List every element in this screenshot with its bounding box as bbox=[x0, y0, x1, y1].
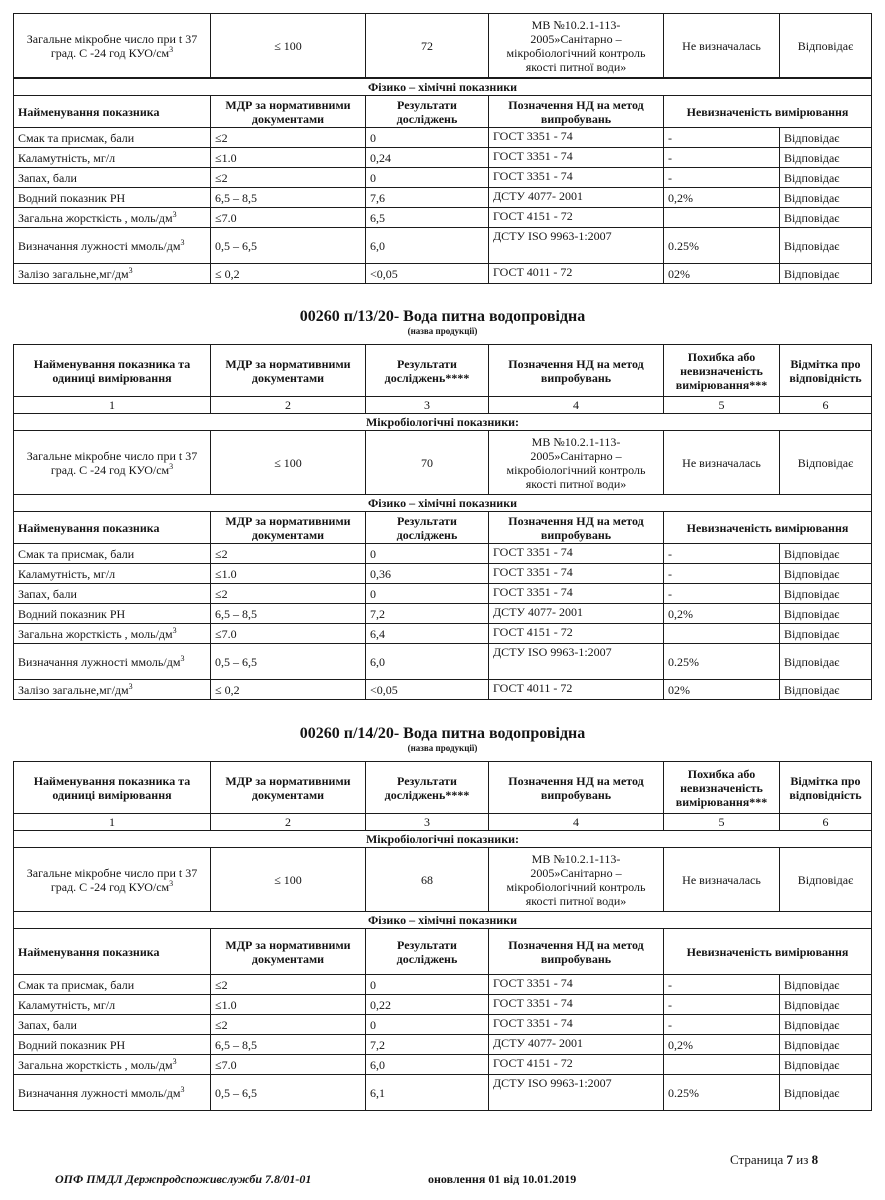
product-3-block bbox=[13, 761, 871, 1111]
phys-conformity: Відповідає bbox=[780, 680, 872, 700]
h-result: Результати досліджень bbox=[366, 512, 489, 544]
phys-uncert: - bbox=[664, 995, 780, 1015]
phys-method: ГОСТ 4011 - 72 bbox=[489, 680, 664, 700]
phys-result: 6,0 bbox=[366, 644, 489, 680]
page-number: Страница 7 из 8 bbox=[730, 1152, 819, 1167]
phys-conformity: Відповідає bbox=[780, 264, 872, 284]
phys-result: 0 bbox=[366, 584, 489, 604]
micro-conformity: Відповідає bbox=[780, 14, 872, 78]
phys-result: 7,6 bbox=[366, 188, 489, 208]
micro-name: Загальне мікробне число при t 37 град. С -24 год КУО/$см^3$ bbox=[14, 431, 211, 495]
phys-name: Водний показник РН bbox=[14, 1035, 211, 1055]
phys-section-title: Фізико – хімічні показники bbox=[14, 495, 872, 512]
phys-result: 6,0 bbox=[366, 228, 489, 264]
phys-norm: 6,5 – 8,5 bbox=[211, 188, 366, 208]
h-method: Позначення НД на метод випробувань bbox=[489, 512, 664, 544]
phys-conformity: Відповідає bbox=[780, 128, 872, 148]
micro-uncertainty: Не визначалась bbox=[664, 848, 780, 912]
product-3-subtitle: (назва продукції) bbox=[407, 743, 478, 753]
main-header-row bbox=[14, 345, 872, 397]
phys-conformity: Відповідає bbox=[780, 544, 872, 564]
phys-norm: ≤7.0 bbox=[211, 208, 366, 228]
phys-result: 0,24 bbox=[366, 148, 489, 168]
phys-conformity: Відповідає bbox=[780, 604, 872, 624]
h-name: Найменування показника bbox=[14, 96, 211, 128]
phys-name: Визначання лужності ммоль/$дм^3$ bbox=[14, 644, 211, 680]
phys-row bbox=[14, 208, 872, 228]
micro-method: МВ №10.2.1-113-2005»Санітарно – мікробіологічний контроль якості питної води» bbox=[489, 848, 664, 912]
micro-section-title: Мікробіологічні показники: bbox=[14, 414, 872, 431]
h-method: Позначення НД на метод випробувань bbox=[489, 929, 664, 975]
product-3-title: 00260 п/14/20- Вода питна водопровідна bbox=[299, 725, 586, 742]
phys-result: 0 bbox=[366, 1015, 489, 1035]
h-name: Найменування показника bbox=[14, 929, 211, 975]
col-numbers-row bbox=[14, 397, 872, 414]
phys-method: ГОСТ 3351 - 74 bbox=[489, 544, 664, 564]
phys-name: Запах, бали bbox=[14, 584, 211, 604]
footer-update: оновлення 01 від 10.01.2019 bbox=[428, 1172, 577, 1186]
phys-uncert: - bbox=[664, 128, 780, 148]
h-norm: МДР за нормативними документами bbox=[211, 96, 366, 128]
phys-result: 7,2 bbox=[366, 604, 489, 624]
phys-conformity: Відповідає bbox=[780, 228, 872, 264]
micro-table-1 bbox=[13, 13, 872, 78]
micro-row bbox=[14, 848, 872, 912]
h-norm: МДР за нормативними документами bbox=[211, 929, 366, 975]
h-method: Позначення НД на метод випробувань bbox=[489, 762, 664, 814]
micro-result: 70 bbox=[366, 431, 489, 495]
product-2-subtitle: (назва продукції) bbox=[407, 326, 478, 336]
product-2-title: 00260 п/13/20- Вода питна водопровідна bbox=[299, 308, 586, 325]
micro-norm: ≤ 100 bbox=[211, 848, 366, 912]
phys-name: Смак та присмак, бали bbox=[14, 544, 211, 564]
phys-result: 6,1 bbox=[366, 1075, 489, 1111]
phys-norm: 0,5 – 6,5 bbox=[211, 1075, 366, 1111]
h-result: Результати досліджень bbox=[366, 929, 489, 975]
phys-method: ГОСТ 4151 - 72 bbox=[489, 208, 664, 228]
col-num: 1 bbox=[14, 814, 211, 831]
phys-row bbox=[14, 544, 872, 564]
micro-result: 68 bbox=[366, 848, 489, 912]
phys-row bbox=[14, 188, 872, 208]
footer-doc-code: ОПФ ПМДЛ Держпродспоживслужби 7.8/01-01 bbox=[55, 1172, 312, 1186]
phys-row bbox=[14, 680, 872, 700]
phys-row bbox=[14, 975, 872, 995]
phys-row bbox=[14, 584, 872, 604]
micro-method: МВ №10.2.1-113-2005»Санітарно – мікробіологічний контроль якості питної води» bbox=[489, 14, 664, 78]
phys-method: ДСТУ 4077- 2001 bbox=[489, 604, 664, 624]
h-name: Найменування показника bbox=[14, 512, 211, 544]
phys-uncert bbox=[664, 624, 780, 644]
phys-uncert: - bbox=[664, 168, 780, 188]
phys-method: ГОСТ 4151 - 72 bbox=[489, 1055, 664, 1075]
phys-row bbox=[14, 644, 872, 680]
phys-result: <0,05 bbox=[366, 680, 489, 700]
phys-uncert: - bbox=[664, 544, 780, 564]
h-error: Похибка або невизначеність вимірювання*** bbox=[664, 762, 780, 814]
physchem-table-1 bbox=[13, 78, 872, 284]
phys-conformity: Відповідає bbox=[780, 1015, 872, 1035]
h-name-units: Найменування показника та одиниці вимірювання bbox=[14, 762, 211, 814]
phys-norm: ≤ 0,2 bbox=[211, 264, 366, 284]
phys-method: ГОСТ 4011 - 72 bbox=[489, 264, 664, 284]
phys-result: 0 bbox=[366, 544, 489, 564]
phys-norm: ≤1.0 bbox=[211, 148, 366, 168]
phys-section-title: Фізико – хімічні показники bbox=[14, 912, 872, 929]
phys-norm: ≤1.0 bbox=[211, 995, 366, 1015]
h-norm: МДР за нормативними документами bbox=[211, 345, 366, 397]
micro-conformity: Відповідає bbox=[780, 848, 872, 912]
h-result: Результати досліджень bbox=[366, 96, 489, 128]
phys-name: Визначання лужності ммоль/$дм^3$ bbox=[14, 1075, 211, 1111]
phys-uncert: 0.25% bbox=[664, 644, 780, 680]
phys-method: ГОСТ 3351 - 74 bbox=[489, 584, 664, 604]
phys-norm: ≤7.0 bbox=[211, 624, 366, 644]
phys-name: Залізо $загальне,мг/дм^3$ bbox=[14, 680, 211, 700]
micro-result: 72 bbox=[366, 14, 489, 78]
phys-conformity: Відповідає bbox=[780, 1075, 872, 1111]
phys-name: Водний показник РН bbox=[14, 604, 211, 624]
phys-name: Визначання лужності ммоль/$дм^3$ bbox=[14, 228, 211, 264]
phys-row bbox=[14, 128, 872, 148]
phys-row bbox=[14, 564, 872, 584]
col-num: 5 bbox=[664, 814, 780, 831]
col-num: 3 bbox=[366, 397, 489, 414]
phys-uncert bbox=[664, 208, 780, 228]
phys-body-2 bbox=[14, 544, 872, 700]
phys-conformity: Відповідає bbox=[780, 168, 872, 188]
phys-method: ДСТУ 4077- 2001 bbox=[489, 188, 664, 208]
h-result-star: Результати досліджень**** bbox=[366, 762, 489, 814]
phys-body-3 bbox=[14, 975, 872, 1111]
col-num: 3 bbox=[366, 814, 489, 831]
h-method: Позначення НД на метод випробувань bbox=[489, 345, 664, 397]
phys-row bbox=[14, 148, 872, 168]
main-table-3 bbox=[13, 761, 872, 1111]
phys-uncert: - bbox=[664, 564, 780, 584]
col-num: 5 bbox=[664, 397, 780, 414]
phys-result: 6,0 bbox=[366, 1055, 489, 1075]
phys-row bbox=[14, 228, 872, 264]
phys-row bbox=[14, 1015, 872, 1035]
phys-result: 6,4 bbox=[366, 624, 489, 644]
micro-method: МВ №10.2.1-113-2005»Санітарно – мікробіологічний контроль якості питної води» bbox=[489, 431, 664, 495]
phys-method: ГОСТ 3351 - 74 bbox=[489, 168, 664, 188]
phys-uncert: - bbox=[664, 975, 780, 995]
phys-norm: 0,5 – 6,5 bbox=[211, 644, 366, 680]
phys-conformity: Відповідає bbox=[780, 188, 872, 208]
phys-row bbox=[14, 604, 872, 624]
phys-method: ГОСТ 3351 - 74 bbox=[489, 564, 664, 584]
phys-header-row bbox=[14, 96, 872, 128]
phys-norm: 0,5 – 6,5 bbox=[211, 228, 366, 264]
micro-uncertainty: Не визначалась bbox=[664, 14, 780, 78]
phys-norm: ≤2 bbox=[211, 168, 366, 188]
phys-method: ДСТУ ISO 9963-1:2007 bbox=[489, 644, 664, 680]
phys-result: <0,05 bbox=[366, 264, 489, 284]
phys-conformity: Відповідає bbox=[780, 624, 872, 644]
phys-method: ГОСТ 4151 - 72 bbox=[489, 624, 664, 644]
phys-norm: 6,5 – 8,5 bbox=[211, 604, 366, 624]
phys-section-title: Фізико – хімічні показники bbox=[14, 79, 872, 96]
phys-norm: 6,5 – 8,5 bbox=[211, 1035, 366, 1055]
h-conformity: Відмітка про відповідність bbox=[780, 345, 872, 397]
phys-uncert: 0,2% bbox=[664, 188, 780, 208]
phys-result: 0 bbox=[366, 128, 489, 148]
phys-result: 0 bbox=[366, 168, 489, 188]
phys-result: 6,5 bbox=[366, 208, 489, 228]
phys-row bbox=[14, 1035, 872, 1055]
col-num: 2 bbox=[211, 814, 366, 831]
phys-result: 0 bbox=[366, 975, 489, 995]
col-num: 4 bbox=[489, 814, 664, 831]
phys-name: Каламутність, мг/л bbox=[14, 148, 211, 168]
phys-result: 0,36 bbox=[366, 564, 489, 584]
phys-method: ГОСТ 3351 - 74 bbox=[489, 995, 664, 1015]
phys-row bbox=[14, 1075, 872, 1111]
phys-norm: ≤2 bbox=[211, 1015, 366, 1035]
h-result-star: Результати досліджень**** bbox=[366, 345, 489, 397]
main-table-2 bbox=[13, 344, 872, 700]
main-header-row bbox=[14, 762, 872, 814]
phys-name: Водний показник РН bbox=[14, 188, 211, 208]
phys-method: ГОСТ 3351 - 74 bbox=[489, 975, 664, 995]
micro-norm: ≤ 100 bbox=[211, 431, 366, 495]
phys-method: ГОСТ 3351 - 74 bbox=[489, 128, 664, 148]
product-2-block bbox=[13, 344, 871, 700]
phys-row bbox=[14, 168, 872, 188]
phys-norm: ≤1.0 bbox=[211, 564, 366, 584]
col-num: 1 bbox=[14, 397, 211, 414]
phys-conformity: Відповідає bbox=[780, 1035, 872, 1055]
phys-conformity: Відповідає bbox=[780, 975, 872, 995]
col-num: 4 bbox=[489, 397, 664, 414]
phys-uncert: 0.25% bbox=[664, 228, 780, 264]
micro-uncertainty: Не визначалась bbox=[664, 431, 780, 495]
micro-norm: ≤ 100 bbox=[211, 14, 366, 78]
phys-norm: ≤2 bbox=[211, 128, 366, 148]
h-norm: МДР за нормативними документами bbox=[211, 762, 366, 814]
phys-conformity: Відповідає bbox=[780, 1055, 872, 1075]
phys-name: Запах, бали bbox=[14, 1015, 211, 1035]
phys-norm: ≤2 bbox=[211, 544, 366, 564]
h-uncert: Невизначеність вимірювання bbox=[664, 929, 872, 975]
phys-uncert: 0.25% bbox=[664, 1075, 780, 1111]
phys-name: Загальна жорсткість , моль/$дм^3$ bbox=[14, 208, 211, 228]
phys-header-row bbox=[14, 929, 872, 975]
phys-header-row bbox=[14, 512, 872, 544]
phys-result: 0,22 bbox=[366, 995, 489, 1015]
phys-conformity: Відповідає bbox=[780, 995, 872, 1015]
phys-method: ДСТУ 4077- 2001 bbox=[489, 1035, 664, 1055]
micro-section-title: Мікробіологічні показники: bbox=[14, 831, 872, 848]
phys-name: Запах, бали bbox=[14, 168, 211, 188]
micro-name: Загальне мікробне число при t 37 град. С -24 год КУО/$см^3$ bbox=[14, 848, 211, 912]
product-1-micro-block bbox=[13, 13, 871, 284]
phys-uncert bbox=[664, 1055, 780, 1075]
phys-uncert: 0,2% bbox=[664, 1035, 780, 1055]
col-numbers-row bbox=[14, 814, 872, 831]
phys-conformity: Відповідає bbox=[780, 584, 872, 604]
phys-norm: ≤7.0 bbox=[211, 1055, 366, 1075]
phys-method: ГОСТ 3351 - 74 bbox=[489, 1015, 664, 1035]
h-uncert: Невизначеність вимірювання bbox=[664, 96, 872, 128]
phys-conformity: Відповідає bbox=[780, 208, 872, 228]
micro-row bbox=[14, 14, 872, 78]
phys-method: ДСТУ ISO 9963-1:2007 bbox=[489, 1075, 664, 1111]
phys-name: Загальна жорсткість , моль/$дм^3$ bbox=[14, 1055, 211, 1075]
phys-uncert: 02% bbox=[664, 264, 780, 284]
phys-row bbox=[14, 1055, 872, 1075]
phys-row bbox=[14, 624, 872, 644]
phys-row bbox=[14, 995, 872, 1015]
micro-row bbox=[14, 431, 872, 495]
phys-name: Смак та присмак, бали bbox=[14, 975, 211, 995]
phys-norm: ≤2 bbox=[211, 584, 366, 604]
phys-uncert: - bbox=[664, 148, 780, 168]
phys-result: 7,2 bbox=[366, 1035, 489, 1055]
h-conformity: Відмітка про відповідність bbox=[780, 762, 872, 814]
h-name-units: Найменування показника та одиниці вимірювання bbox=[14, 345, 211, 397]
phys-row bbox=[14, 264, 872, 284]
phys-uncert: 0,2% bbox=[664, 604, 780, 624]
phys-conformity: Відповідає bbox=[780, 148, 872, 168]
phys-uncert: - bbox=[664, 1015, 780, 1035]
phys-name: Загальна жорсткість , моль/$дм^3$ bbox=[14, 624, 211, 644]
micro-conformity: Відповідає bbox=[780, 431, 872, 495]
phys-uncert: - bbox=[664, 584, 780, 604]
phys-name: Залізо $загальне,мг/дм^3$ bbox=[14, 264, 211, 284]
micro-name: Загальне мікробне число при t 37 град. С -24 год КУО/$см^3$ bbox=[14, 14, 211, 78]
phys-conformity: Відповідає bbox=[780, 644, 872, 680]
h-method: Позначення НД на метод випробувань bbox=[489, 96, 664, 128]
phys-body-1 bbox=[14, 128, 872, 284]
col-num: 6 bbox=[780, 814, 872, 831]
phys-uncert: 02% bbox=[664, 680, 780, 700]
phys-name: Каламутність, мг/л bbox=[14, 995, 211, 1015]
phys-norm: ≤2 bbox=[211, 975, 366, 995]
col-num: 2 bbox=[211, 397, 366, 414]
h-norm: МДР за нормативними документами bbox=[211, 512, 366, 544]
col-num: 6 bbox=[780, 397, 872, 414]
h-error: Похибка або невизначеність вимірювання*** bbox=[664, 345, 780, 397]
phys-norm: ≤ 0,2 bbox=[211, 680, 366, 700]
phys-conformity: Відповідає bbox=[780, 564, 872, 584]
phys-method: ДСТУ ISO 9963-1:2007 bbox=[489, 228, 664, 264]
h-uncert: Невизначеність вимірювання bbox=[664, 512, 872, 544]
phys-name: Смак та присмак, бали bbox=[14, 128, 211, 148]
phys-name: Каламутність, мг/л bbox=[14, 564, 211, 584]
phys-method: ГОСТ 3351 - 74 bbox=[489, 148, 664, 168]
